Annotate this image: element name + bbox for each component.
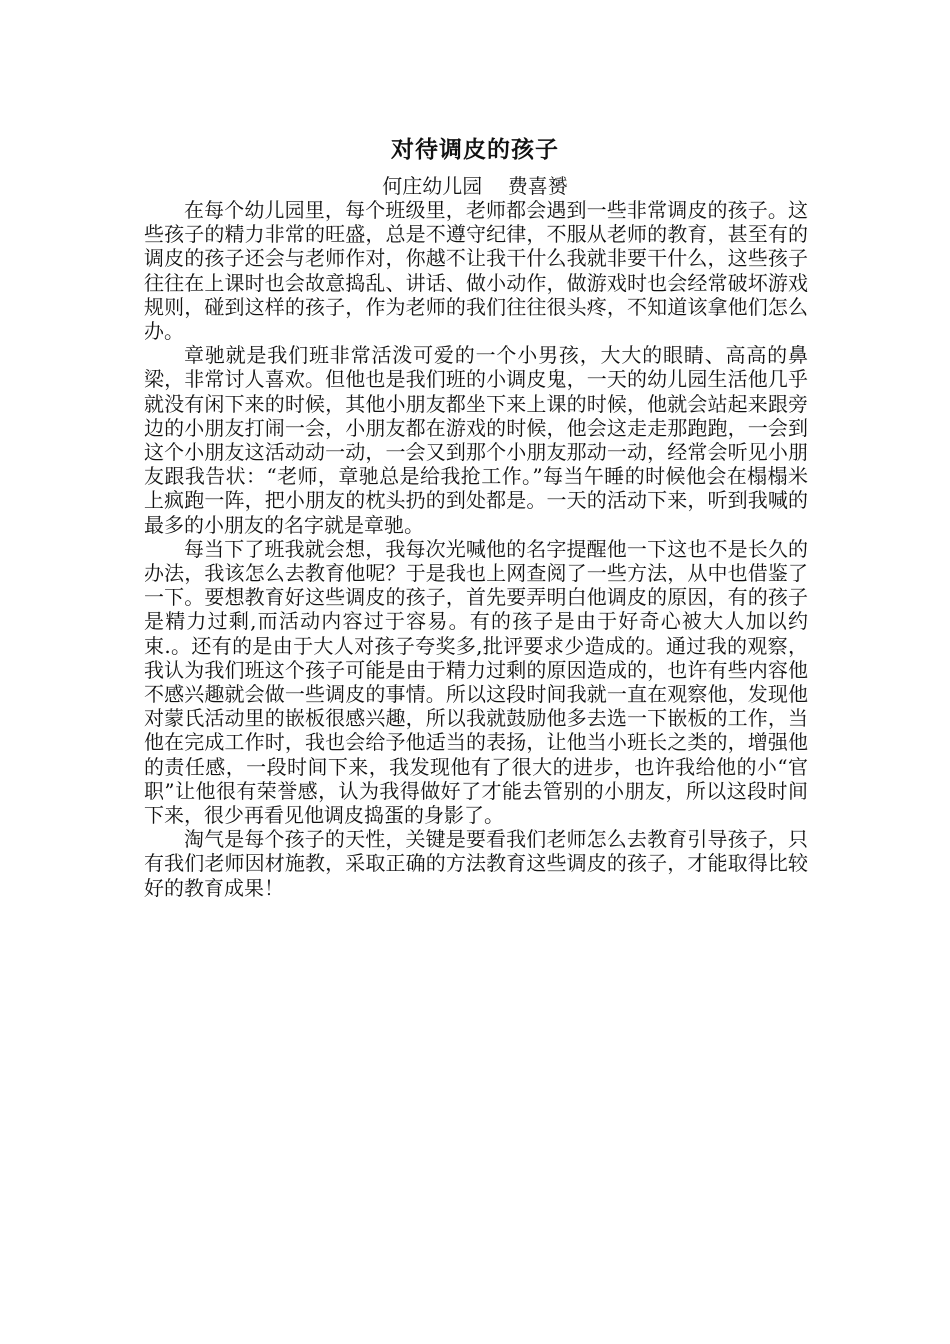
paragraph-1: 在每个幼儿园里，每个班级里，老师都会遇到一些非常调皮的孩子。这些孩子的精力非常的旺盛，总是不遵守纪律，不服从老师的教育，甚至有的调皮的孩子还会与老师作对，你越不让我干什么我就非要干什么，这些孩子往往在上课时也会故意捣乱、讲话、做小动作，做游戏时也会经常破坏游戏规则，碰到这样的孩子，作为老师的我们往往很头疼，不知道该拿他们怎么办。 — [144, 198, 808, 344]
author-byline: 何庄幼儿园 费喜赟 — [382, 174, 568, 198]
paragraph-2: 章驰就是我们班非常活泼可爱的一个小男孩，大大的眼睛、高高的鼻梁，非常讨人喜欢。但他也是我们班的小调皮鬼，一天的幼儿园生活他几乎就没有闲下来的时候，其他小朋友都坐下来上课的时候，他就会站起来跟旁边的小朋友打闹一会，小朋友都在游戏的时候，他会这走走那跑跑，一会到这个小朋友这活动动一动，一会又到那个小朋友那动一动，经常会听见小朋友跟我告状：“老师，章驰总是给我抢工作。”每当午睡的时候他会在榻榻米上疯跑一阵，把小朋友的枕头扔的到处都是。一天的活动下来，听到我喊的最多的小朋友的名字就是章驰。 — [144, 343, 808, 537]
paragraph-3: 每当下了班我就会想，我每次光喊他的名字提醒他一下这也不是长久的办法，我该怎么去教育他呢？于是我也上网查阅了一些方法，从中也借鉴了一下。要想教育好这些调皮的孩子，首先要弄明白他调皮的原因，有的孩子是精力过剩,而活动内容过于容易。有的孩子是由于好奇心被大人加以约束.。还有的是由于大人对孩子夸奖多,批评要求少造成的。通过我的观察，我认为我们班这个孩子可能是由于精力过剩的原因造成的，也许有些内容他不感兴趣就会做一些调皮的事情。所以这段时间我就一直在观察他，发现他对蒙氏活动里的嵌板很感兴趣，所以我就鼓励他多去选一下嵌板的工作，当他在完成工作时，我也会给予他适当的表扬，让他当小班长之类的，增强他的责任感，一段时间下来，我发现他有了很大的进步，也许我给他的小“官职”让他很有荣誉感，认为我得做好了才能去管别的小朋友，所以这段时间下来，很少再看见他调皮捣蛋的身影了。 — [144, 536, 808, 828]
paragraph-4: 淘气是每个孩子的天性，关键是要看我们老师怎么去教育引导孩子，只有我们老师因材施教，采取正确的方法教育这些调皮的孩子，才能取得比较好的教育成果！ — [144, 827, 808, 900]
document-body — [144, 198, 808, 900]
document-title: 对待调皮的孩子 — [391, 137, 559, 163]
